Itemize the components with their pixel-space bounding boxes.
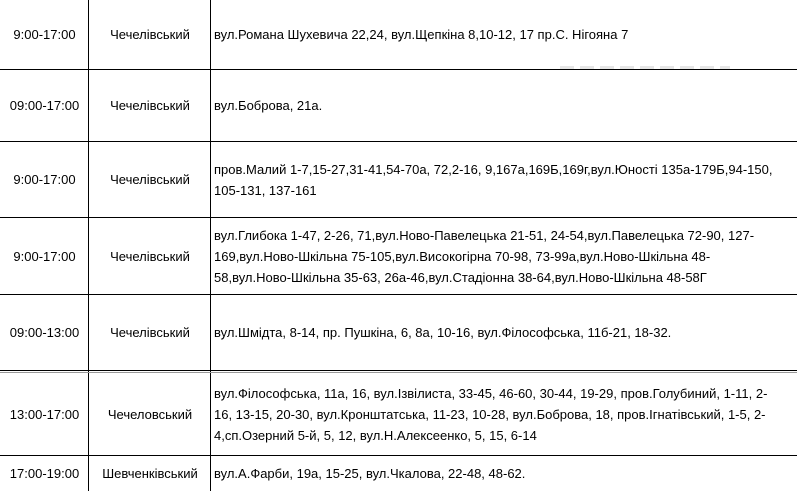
district-cell: Чечелівський bbox=[110, 172, 190, 187]
district-cell: Шевченківський bbox=[102, 466, 198, 481]
district-cell: Чечелівський bbox=[110, 325, 190, 340]
time-cell: 9:00-17:00 bbox=[13, 27, 76, 42]
district-cell: Чечелівський bbox=[110, 27, 190, 42]
time-cell: 9:00-17:00 bbox=[13, 172, 76, 187]
streets-cell: вул.Боброва, 21а. bbox=[214, 98, 323, 113]
time-cell: 09:00-17:00 bbox=[9, 98, 80, 113]
table-row bbox=[0, 218, 797, 294]
time-cell: 9:00-17:00 bbox=[13, 248, 76, 264]
streets-cell: вул.А.Фарби, 19а, 15-25, вул.Чкалова, 22-48, 48-62. bbox=[214, 466, 526, 481]
streets-cell: вул.Шмідта, 8-14, пр. Пушкіна, 6, 8а, 10-16, вул.Філософська, 11б-21, 18-32. bbox=[214, 325, 672, 340]
streets-cell: вул.Філософська, 11а, 16, вул.Ізвілиста, 33-45, 46-60, 30-44, 19-29, пров.Голубиний, 1-11, 2-16, 13-15, 20-30, вул.Кронштатська, 11-23, 10-28, вул.Боброва, 18, пров.Ігнатівський, 1-5, 2-4,сп.Озерний 5-й, 5, 12, вул.Н.Алексеенко, 5, 15, 6-14 bbox=[214, 385, 768, 443]
table-row bbox=[0, 70, 797, 141]
district-cell: Чечеловський bbox=[107, 406, 193, 422]
time-cell: 09:00-13:00 bbox=[9, 325, 80, 340]
table-row bbox=[0, 0, 797, 69]
table-row bbox=[0, 142, 797, 217]
streets-cell: вул.Романа Шухевича 22,24, вул.Щепкіна 8,10-12, 17 пр.С. Нігояна 7 bbox=[214, 27, 629, 42]
district-cell: Чечелівський bbox=[110, 248, 190, 264]
time-cell: 13:00-17:00 bbox=[9, 406, 80, 422]
district-cell: Чечелівський bbox=[110, 98, 190, 113]
table-row bbox=[0, 373, 797, 455]
streets-cell: вул.Глибока 1-47, 2-26, 71,вул.Ново-Павелецька 21-51, 24-54,вул.Павелецька 72-90, 127-169,вул.Ново-Шкільна 75-105,вул.Високогірна 70-98, 73-99а,вул.Ново-Шкільна 48-58,вул.Ново-Шкільна 35-63, 26а-46,вул.Стадіонна 38-64,вул.Ново-Шкільна 48-58Г bbox=[214, 227, 755, 285]
streets-cell: пров.Малий 1-7,15-27,31-41,54-70а, 72,2-16, 9,167а,169Б,169г,вул.Юності 135а-179Б,94-150, 105-131, 137-161 bbox=[214, 161, 773, 198]
table-row bbox=[0, 456, 797, 491]
table-row bbox=[0, 295, 797, 370]
time-cell: 17:00-19:00 bbox=[9, 466, 80, 481]
